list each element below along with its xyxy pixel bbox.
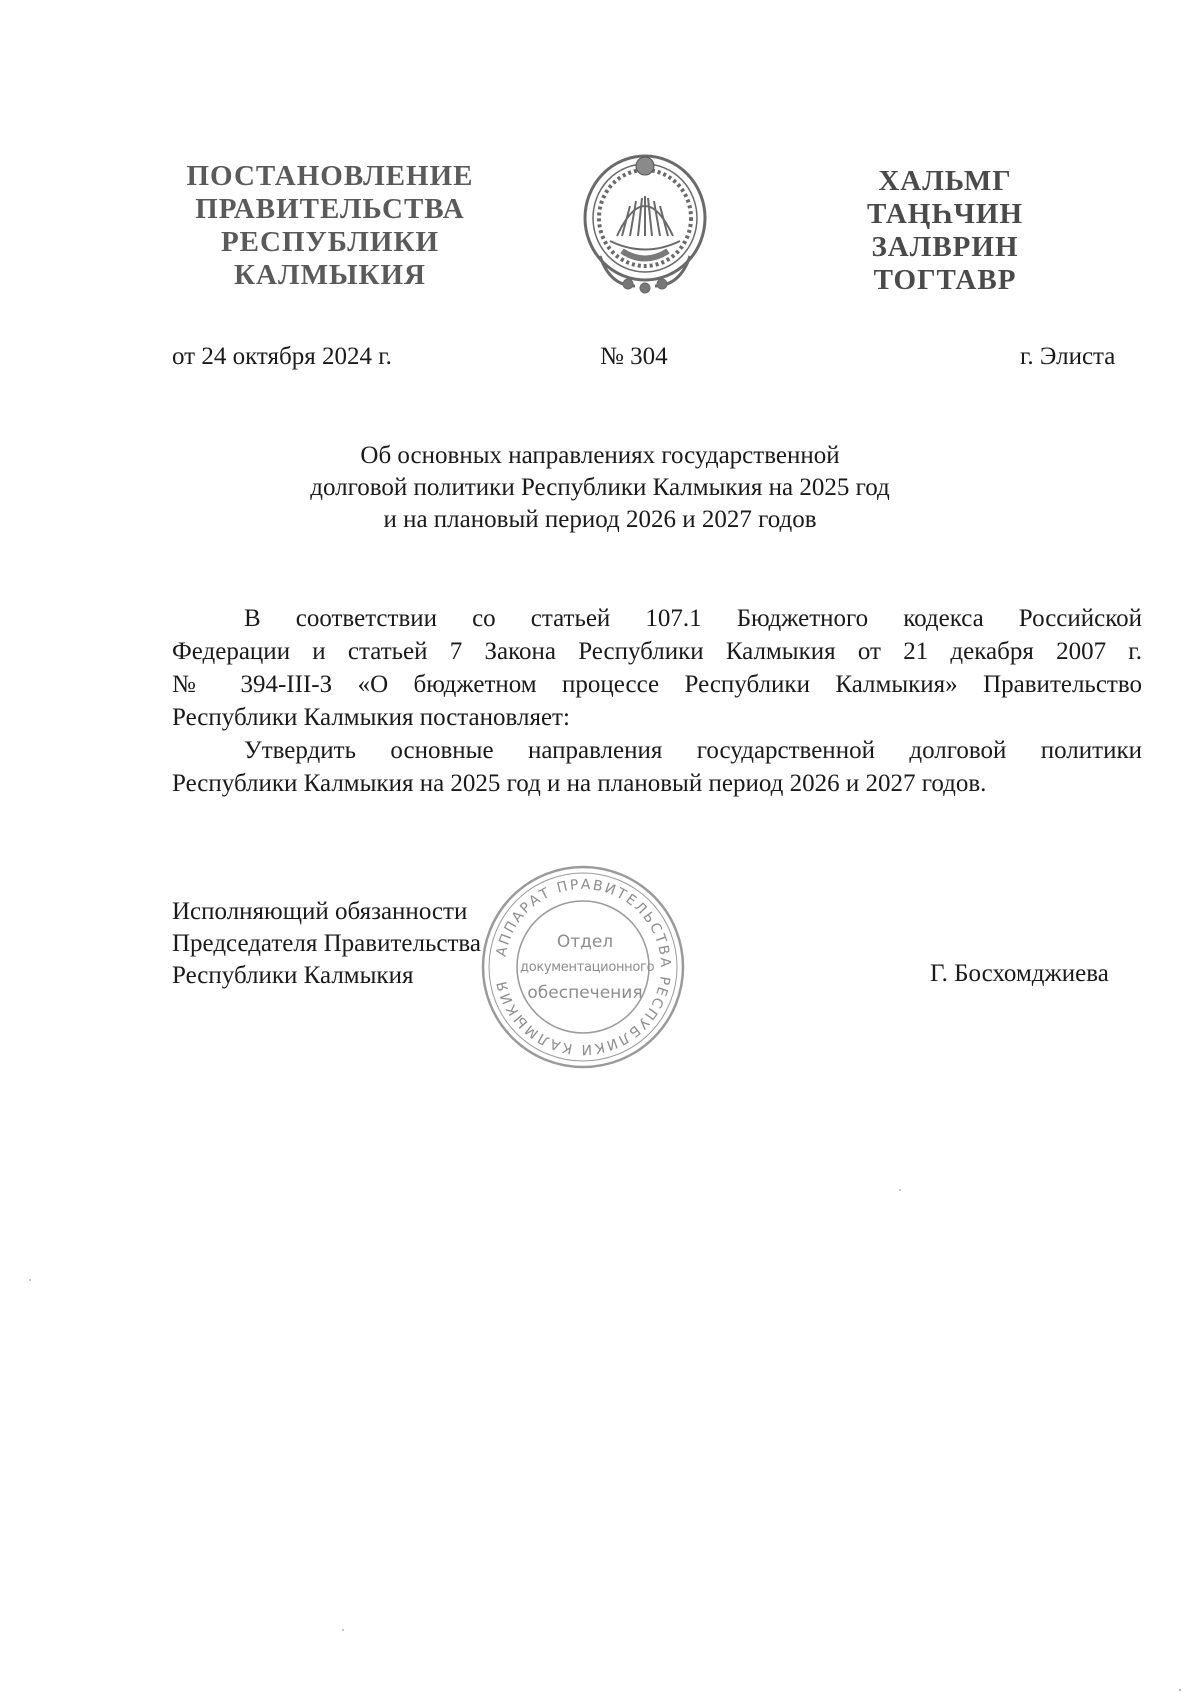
header-line: ТАҢҺЧИН	[866, 198, 1024, 230]
position-line: Исполняющий обязанности	[172, 898, 468, 925]
document-number: № 304	[600, 343, 668, 370]
header-line: ПОСТАНОВЛЕНИЕ	[186, 160, 474, 192]
document-date: от 24 октября 2024 г.	[172, 343, 392, 370]
body-line: Республики Калмыкия постановляет:	[172, 704, 570, 731]
stamp-center-line: обеспечения	[527, 983, 643, 1003]
title-line: Об основных направлениях государственной	[360, 442, 840, 469]
position-line: Председателя Правительства	[172, 930, 481, 957]
title-line: долговой политики Республики Калмыкия на 2025 год	[310, 474, 890, 501]
body-line: Утвердить основные направления государственной долговой политики	[244, 737, 1142, 764]
header-line: ТОГТАВР	[873, 264, 1017, 296]
stamp-center-line: документационного	[520, 960, 655, 975]
header-line: РЕСПУБЛИКИ	[220, 226, 440, 258]
header-line: ЗАЛВРИН	[871, 231, 1019, 263]
header-line: ХАЛЬМГ	[878, 165, 1012, 197]
body-line: Федерации и статьей 7 Закона Республики Калмыкия от 21 декабря 2007 г.	[172, 638, 1142, 665]
body-line: В соответствии со статьей 107.1 Бюджетного кодекса Российской	[244, 605, 1142, 632]
stamp-center-line: Отдел	[556, 932, 614, 952]
signatory-name: Г. Босхомджиева	[930, 960, 1109, 987]
document-city: г. Элиста	[1020, 343, 1116, 370]
body-line: № 394-III-З «О бюджетном процессе Республики Калмыкия» Правительство	[172, 671, 1142, 698]
body-line: Республики Калмыкия на 2025 год и на плановый период 2026 и 2027 годов.	[172, 770, 987, 797]
position-line: Республики Калмыкия	[172, 962, 414, 989]
title-line: и на плановый период 2026 и 2027 годов	[383, 506, 817, 533]
header-line: КАЛМЫКИЯ	[234, 259, 426, 291]
header-line: ПРАВИТЕЛЬСТВА	[195, 193, 465, 225]
stamp-ring-text: АППАРАТ ПРАВИТЕЛЬСТВА РЕСПУБЛИКИ КАЛМЫКИЯ	[493, 876, 674, 1058]
